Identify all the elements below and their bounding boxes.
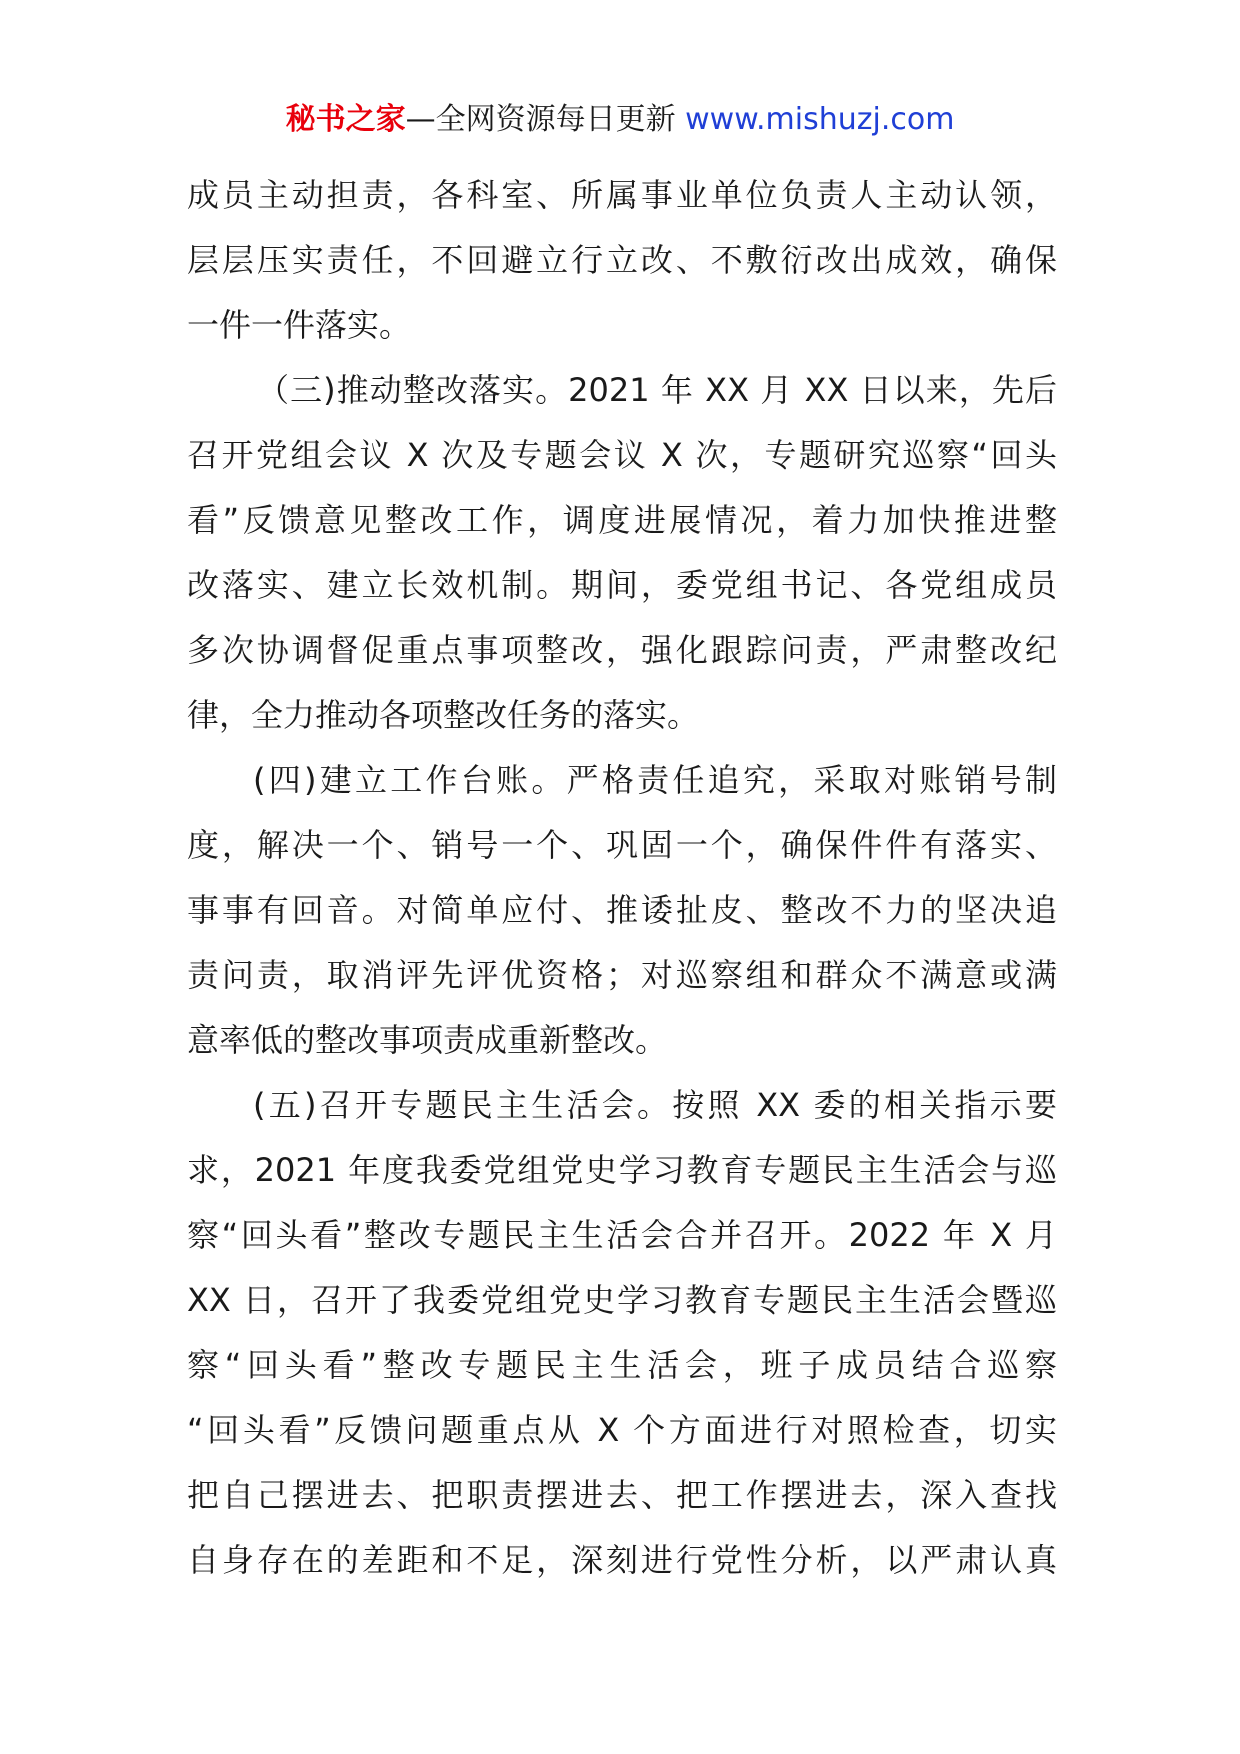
text-line: XX 日，召开了我委党组党史学习教育专题民主生活会暨巡	[187, 1281, 1057, 1319]
text-line: 责问责，取消评先评优资格；对巡察组和群众不满意或满	[187, 956, 1057, 994]
text-line: 事事有回音。对简单应付、推诿扯皮、整改不力的坚决追	[187, 891, 1057, 929]
text-line: 意率低的整改事项责成重新整改。	[187, 1021, 668, 1059]
text-line: “回头看”反馈问题重点从 X 个方面进行对照检查，切实	[187, 1411, 1057, 1449]
section-heading-line: (五)召开专题民主生活会。按照 XX 委的相关指示要	[253, 1086, 1057, 1124]
text-line: 看”反馈意见整改工作，调度进展情况，着力加快推进整	[187, 501, 1057, 539]
text-line: 律，全力推动各项整改任务的落实。	[187, 696, 700, 734]
page-header	[0, 100, 1240, 140]
text-line: 一件一件落实。	[187, 306, 412, 344]
section-heading-line: (四)建立工作台账。严格责任追究，采取对账销号制	[253, 761, 1057, 799]
header-tagline: —全网资源每日更新	[405, 102, 686, 137]
section-heading-line: （三)推动整改落实。2021 年 XX 月 XX 日以来，先后	[257, 371, 1057, 409]
text-line: 察“回头看”整改专题民主生活会合并召开。2022 年 X 月	[187, 1216, 1057, 1254]
document-body	[187, 163, 1057, 1593]
text-line: 多次协调督促重点事项整改，强化跟踪问责，严肃整改纪	[187, 631, 1057, 669]
text-line: 自身存在的差距和不足，深刻进行党性分析，以严肃认真	[187, 1541, 1057, 1579]
text-line: 察“回头看”整改专题民主生活会，班子成员结合巡察	[187, 1346, 1057, 1384]
website-link[interactable]: www.mishuzj.com	[685, 102, 955, 137]
text-line: 把自己摆进去、把职责摆进去、把工作摆进去，深入查找	[187, 1476, 1057, 1514]
text-line: 成员主动担责，各科室、所属事业单位负责人主动认领，	[187, 176, 1057, 214]
brand-name: 秘书之家	[285, 102, 406, 137]
text-line: 改落实、建立长效机制。期间，委党组书记、各党组成员	[187, 566, 1057, 604]
text-line: 度，解决一个、销号一个、巩固一个，确保件件有落实、	[187, 826, 1057, 864]
text-line: 召开党组会议 X 次及专题会议 X 次，专题研究巡察“回头	[187, 436, 1057, 474]
text-line: 层层压实责任，不回避立行立改、不敷衍改出成效，确保	[187, 241, 1057, 279]
text-line: 求，2021 年度我委党组党史学习教育专题民主生活会与巡	[187, 1151, 1057, 1189]
